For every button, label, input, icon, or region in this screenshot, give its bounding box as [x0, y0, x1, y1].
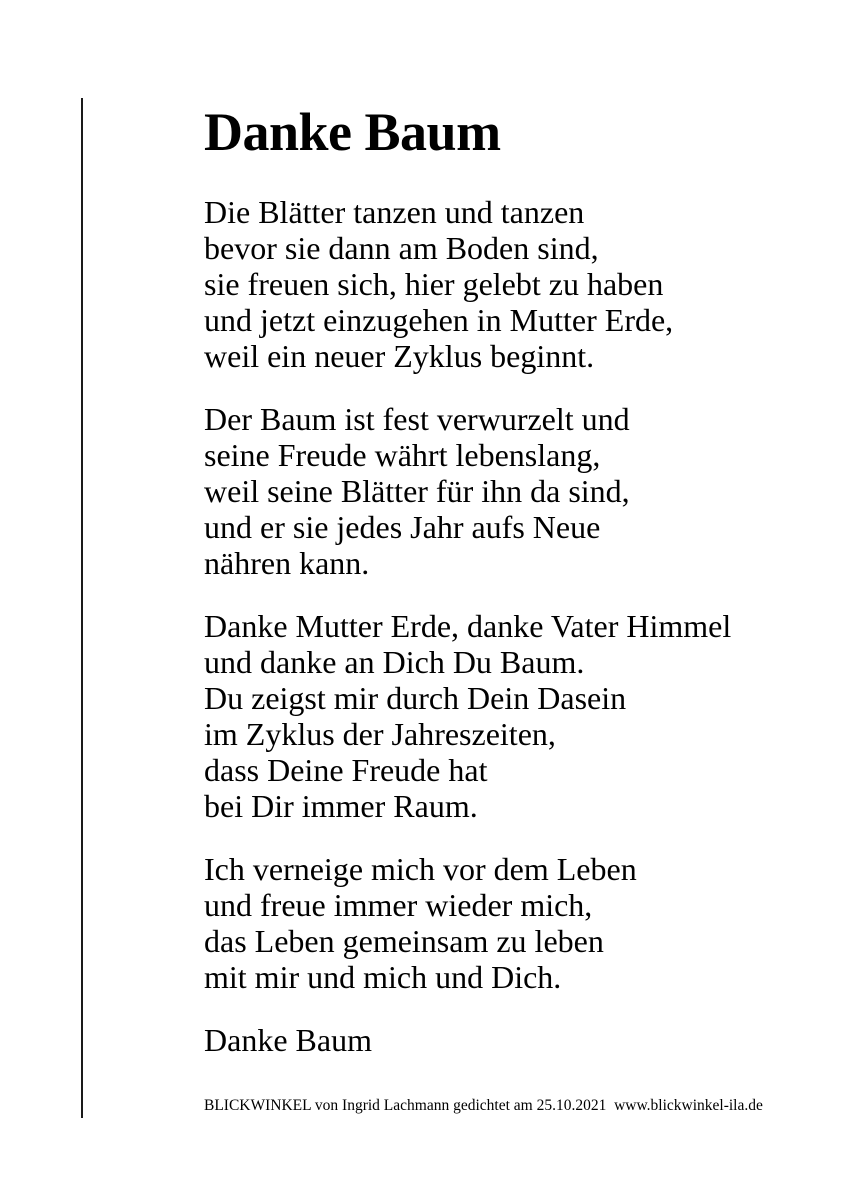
poem-line: nähren kann. [204, 545, 370, 581]
poem-line: sie freuen sich, hier gelebt zu haben [204, 266, 664, 302]
left-margin-rule [81, 98, 83, 1118]
closing-line: Danke Baum [204, 1022, 372, 1058]
poem-line: dass Deine Freude hat [204, 752, 488, 788]
poem-stanza-1 [204, 194, 834, 374]
poem-line: seine Freude währt lebenslang, [204, 437, 601, 473]
poem-line: und jetzt einzugehen in Mutter Erde, [204, 302, 674, 338]
poem-stanza-4 [204, 851, 834, 995]
poem-line: bevor sie dann am Boden sind, [204, 230, 599, 266]
poem-line: Der Baum ist fest verwurzelt und [204, 401, 630, 437]
poem-stanza-2 [204, 401, 834, 581]
poem-line: und freue immer wieder mich, [204, 887, 593, 923]
poem-line: mit mir und mich und Dich. [204, 959, 562, 995]
poem-line: und danke an Dich Du Baum. [204, 644, 585, 680]
poem-content [204, 100, 834, 1116]
poem-line: Ich verneige mich vor dem Leben [204, 851, 637, 887]
poem-line: weil seine Blätter für ihn da sind, [204, 473, 630, 509]
page-title: Danke Baum [204, 102, 501, 162]
poem-line: das Leben gemeinsam zu leben [204, 923, 604, 959]
poem-line: Danke Mutter Erde, danke Vater Himmel [204, 608, 732, 644]
poem-line: Du zeigst mir durch Dein Dasein [204, 680, 627, 716]
poem-line: bei Dir immer Raum. [204, 788, 478, 824]
poem-line: im Zyklus der Jahreszeiten, [204, 716, 556, 752]
poem-line: Die Blätter tanzen und tanzen [204, 194, 585, 230]
poem-line: weil ein neuer Zyklus beginnt. [204, 338, 595, 374]
poem-stanza-3 [204, 608, 834, 824]
poem-line: und er sie jedes Jahr aufs Neue [204, 509, 601, 545]
footer-credit: BLICKWINKEL von Ingrid Lachmann gedichtet am 25.10.2021 www.blickwinkel-ila.de [204, 1097, 763, 1114]
